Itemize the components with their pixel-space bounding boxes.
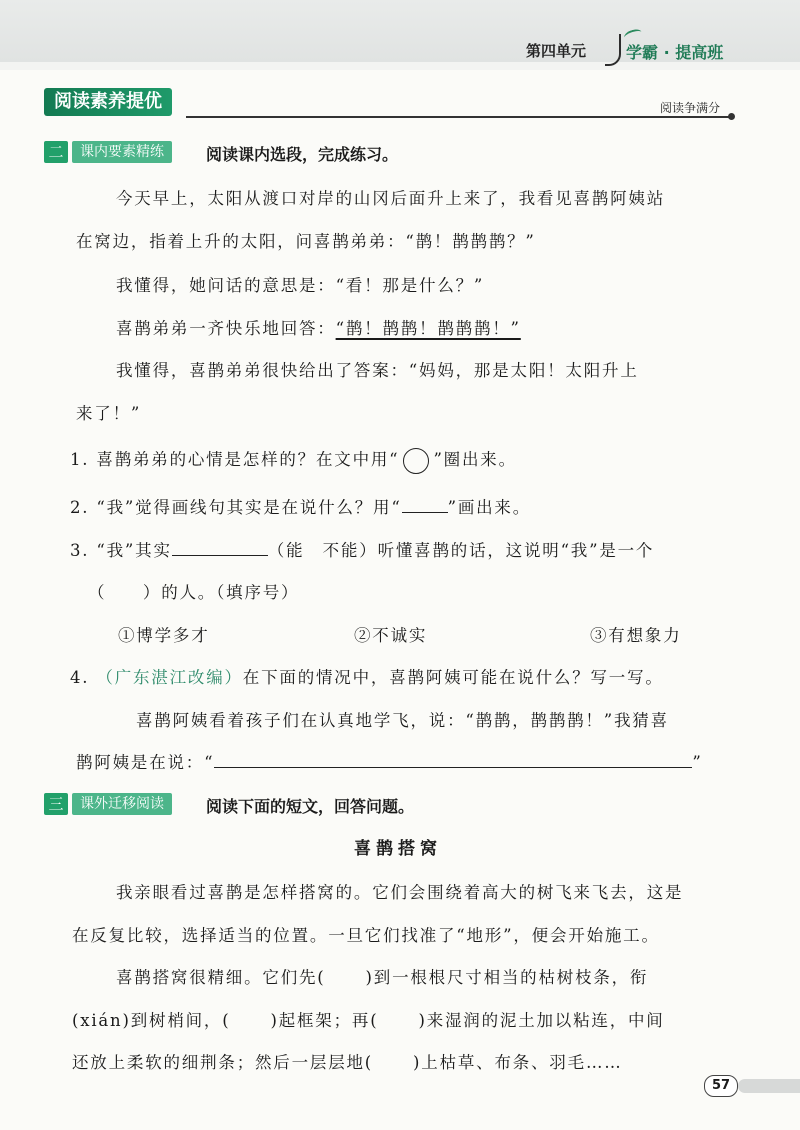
- passage-line: [72, 1007, 665, 1031]
- passage-line: [116, 964, 648, 988]
- page-number: 57: [704, 1075, 738, 1097]
- passage-text: 喜鹊搭窝很精细。它们先(: [116, 968, 326, 987]
- question-text: 3. “我”其实: [70, 541, 172, 560]
- passage-line: 在反复比较，选择适当的位置。一旦它们找准了“地形”，便会开始施工。: [72, 926, 660, 945]
- passage-text: )来湿润的泥土加以粘连，中间: [418, 1011, 665, 1030]
- passage-line: 来了！”: [76, 404, 142, 423]
- passage-text: (xián)到树梢间，(: [72, 1011, 231, 1030]
- passage-line: [116, 315, 521, 339]
- part3-tag: 课外迁移阅读: [72, 793, 172, 815]
- question-text: ”画出来。: [447, 498, 532, 517]
- passage-line: 今天早上，太阳从渡口对岸的山冈后面升上来了，我看见喜鹊阿姨站: [116, 189, 665, 208]
- option-2[interactable]: ②不诚实: [354, 626, 428, 645]
- passage-line: [72, 1049, 623, 1073]
- underlined-sentence: “鹊！鹊鹊！鹊鹊鹊！”: [335, 319, 521, 338]
- question-text: 鹊阿姨是在说：“: [76, 753, 215, 772]
- question-text: 2. “我”觉得画线句其实是在说什么？用“: [70, 498, 402, 517]
- section-rule-dot: [728, 113, 735, 120]
- passage-line: 我懂得，她问话的意思是：“看！那是什么？”: [116, 276, 485, 295]
- page-number-bar: [738, 1079, 800, 1093]
- section-rule: [186, 116, 732, 118]
- question-4-prompt: 喜鹊阿姨看着孩子们在认真地学飞，说：“鹊鹊，鹊鹊鹊！”我猜喜: [136, 711, 669, 730]
- passage-line: 我亲眼看过喜鹊是怎样搭窝的。它们会围绕着高大的树飞来飞去，这是: [116, 883, 684, 902]
- question-2: [70, 494, 531, 518]
- unit-divider: [605, 34, 621, 66]
- brand-label: 学霸 · 提高班: [626, 43, 724, 62]
- passage-title: 喜鹊搭窝: [354, 839, 442, 859]
- part3-instruction: 阅读下面的短文，回答问题。: [206, 797, 415, 816]
- question-1: [70, 446, 517, 474]
- question-3-line2: （ ）的人。（填序号）: [88, 583, 300, 602]
- part2-tag: 课内要素精练: [72, 141, 172, 163]
- question-text: ”: [692, 753, 703, 772]
- answer-blank[interactable]: [214, 767, 692, 768]
- part2-number: 二: [44, 141, 68, 163]
- passage-line: 在窝边，指着上升的太阳，问喜鹊弟弟：“鹊！鹊鹊鹊？”: [76, 232, 536, 251]
- passage-text: 喜鹊弟弟一齐快乐地回答：: [116, 319, 336, 338]
- question-text: ”圈出来。: [433, 450, 517, 469]
- question-source: （广东湛江改编）: [96, 668, 243, 687]
- section-right-label: 阅读争满分: [660, 101, 721, 115]
- passage-line: 我懂得，喜鹊弟弟很快给出了答案：“妈妈，那是太阳！太阳升上: [116, 361, 639, 380]
- section-title: 阅读素养提优: [44, 88, 172, 116]
- passage-text: )到一根根尺寸相当的枯树枝条，衔: [365, 968, 649, 987]
- line-mark-icon: [402, 512, 448, 513]
- unit-label: 第四单元: [526, 42, 587, 60]
- passage-text: 还放上柔软的细荆条；然后一层层地(: [72, 1053, 374, 1072]
- question-text: 1. 喜鹊弟弟的心情是怎样的？在文中用“: [70, 450, 400, 469]
- part2-instruction: 阅读课内选段，完成练习。: [206, 145, 399, 164]
- question-text: 4.: [70, 668, 97, 687]
- question-4-answer-line: [76, 749, 703, 773]
- passage-text: )起框架；再(: [270, 1011, 379, 1030]
- option-1[interactable]: ①博学多才: [118, 626, 210, 645]
- question-text: 在下面的情况中，喜鹊阿姨可能在说什么？写一写。: [242, 668, 664, 687]
- question-text: （能 不能）听懂喜鹊的话，这说明“我”是一个: [267, 541, 655, 560]
- passage-text: )上枯草、布条、羽毛……: [413, 1053, 623, 1072]
- option-3[interactable]: ③有想象力: [590, 626, 682, 645]
- header-band-edge: [0, 62, 800, 70]
- part3-number: 三: [44, 793, 68, 815]
- answer-blank[interactable]: [172, 555, 268, 556]
- circle-icon: [403, 448, 429, 474]
- question-4: [70, 664, 664, 688]
- question-3: [70, 537, 654, 561]
